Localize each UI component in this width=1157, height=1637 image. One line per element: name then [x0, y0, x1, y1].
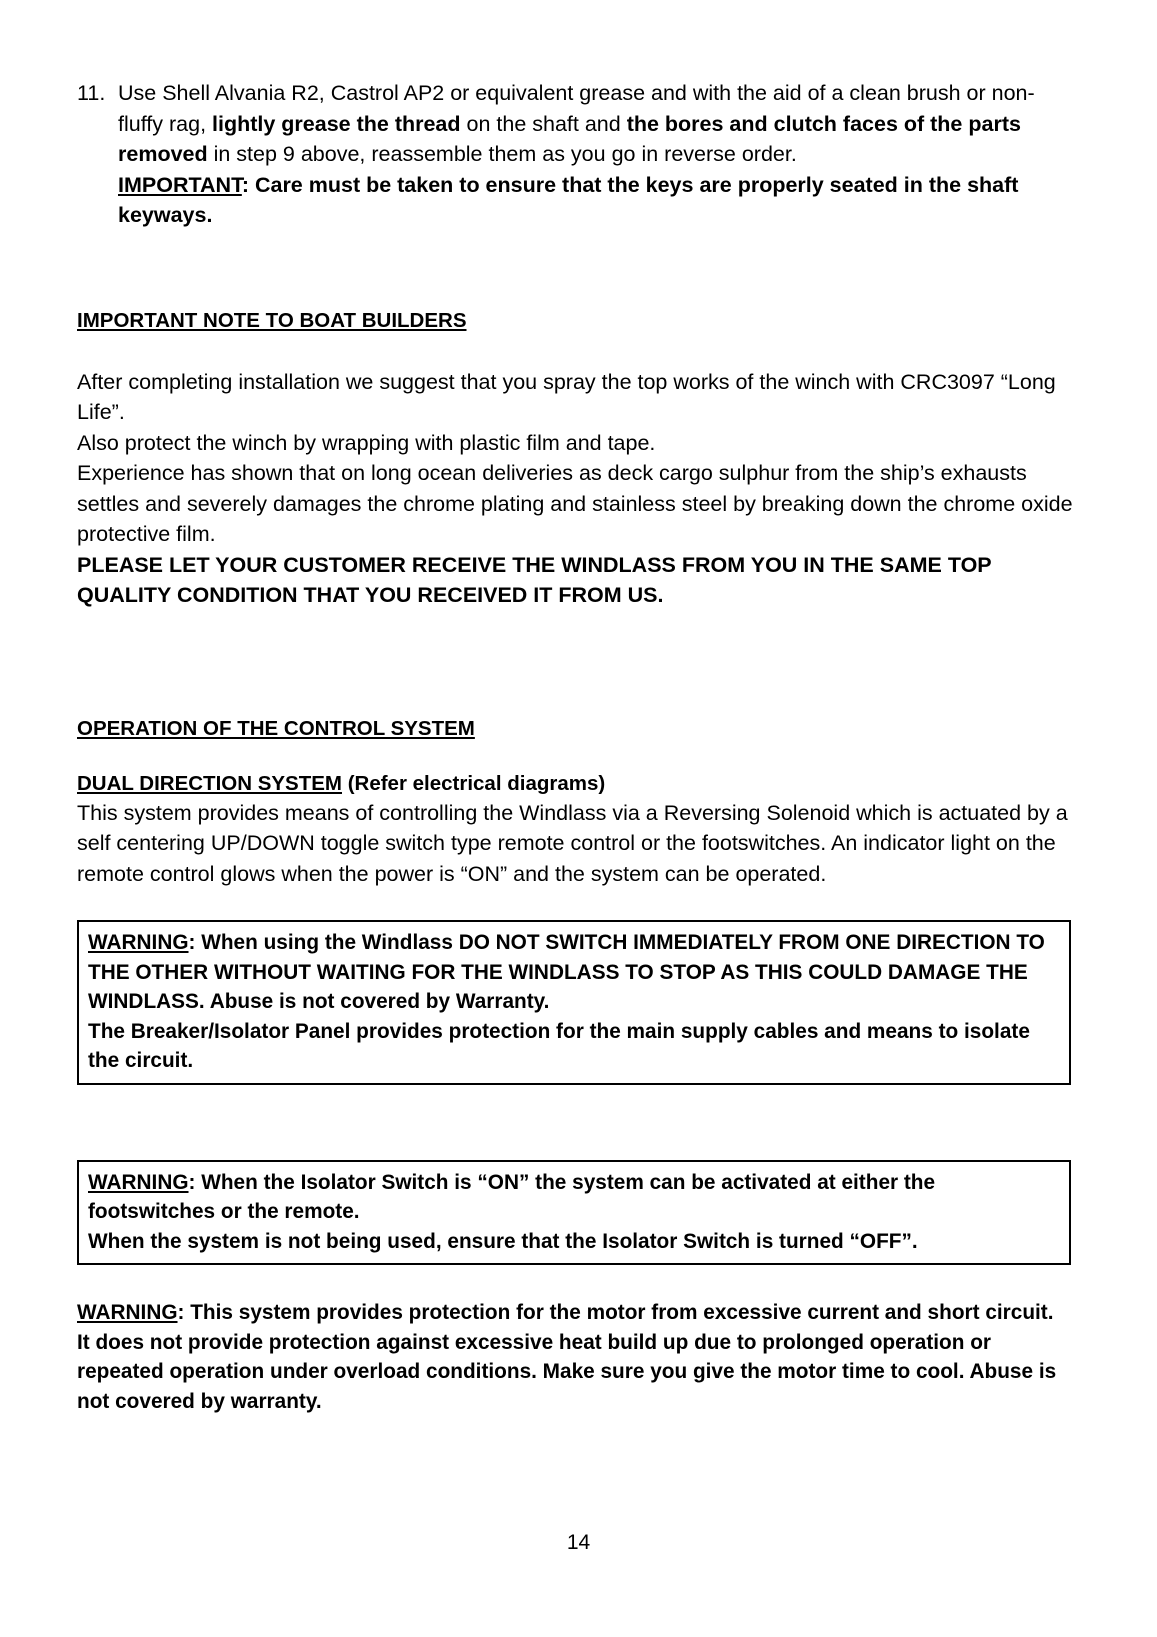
warning-1-paragraph-1 — [88, 928, 1061, 1017]
warning-motor-overheat — [77, 1298, 1071, 1416]
item11-segment-1: Use Shell Alvania R2, Castrol AP2 or equivalent grease and with the aid of a clean brush or non-fluffy rag, — [118, 81, 1035, 136]
list-item-body — [118, 78, 1077, 231]
heading-operation-of-the-control-system: OPERATION OF THE CONTROL SYSTEM — [77, 716, 475, 740]
warning-1-label: WARNING — [88, 931, 189, 954]
warning-2-paragraph-1 — [88, 1168, 1061, 1227]
warning-1-line-1: : When using the Windlass DO NOT SWITCH IMMEDIATELY FROM ONE DIRECTION TO THE OTHER WITHOUT WAITING FOR THE WINDLASS TO STOP AS THIS COULD DAMAGE THE WINDLASS. Abuse is not covered by Warranty. — [88, 931, 1045, 1013]
spacer-between-warning-1-and-2 — [77, 1085, 1077, 1160]
page-number: 14 — [566, 1531, 591, 1554]
warning-2-line-2: When the system is not being used, ensure that the Isolator Switch is turned “OFF”. — [88, 1229, 918, 1253]
item11-bold-parts-removed: the bores and clutch faces of the parts removed — [118, 111, 1021, 166]
paragraph-sulphur-damage: Experience has shown that on long ocean deliveries as deck cargo sulphur from the ship’s exhausts settles and severely damages the chrome plating and stainless steel by breaking down the chrome oxide protective film. — [77, 461, 1073, 546]
subheading-dual-direction-system: DUAL DIRECTION SYSTEM — [77, 771, 342, 795]
spacer-after-item11 — [77, 231, 1077, 307]
heading-row-control-system — [77, 715, 1077, 745]
warning-2-line-1: : When the Isolator Switch is “ON” the system can be activated at either the footswitches or the remote. — [88, 1170, 936, 1223]
spacer-before-warning-1 — [77, 889, 1077, 920]
list-item-number: 11. — [77, 81, 106, 105]
spacer-before-warning-3 — [77, 1265, 1077, 1298]
paragraph-dual-direction-description: This system provides means of controlling the Windlass via a Reversing Solenoid which is actuated by a self centering UP/DOWN toggle switch type remote control or the footswitches. An indicator light on the remote control glows when the power is “ON” and the system can be operated. — [77, 800, 1068, 886]
item11-important-body: : Care must be taken to ensure that the keys are properly seated in the shaft keyways. — [118, 172, 1019, 227]
warning-2-label: WARNING — [88, 1170, 189, 1194]
paragraph-plastic-film: Also protect the winch by wrapping with plastic film and tape. — [77, 430, 656, 455]
warning-3-line-1: : This system provides protection for the motor from excessive current and short circuit. It does not provide protection against excessive heat build up due to prolonged operation or repeated operation under overload conditions. Make sure you give the motor time to cool. Abuse is not covered by warranty. — [77, 1301, 1057, 1413]
item11-bold-grease-thread: lightly grease the thread — [212, 111, 461, 136]
item11-important-label: IMPORTANT — [118, 172, 242, 197]
paragraph-crc-spray: After completing installation we suggest that you spray the top works of the winch with CRC3097 “Long Life”. — [77, 369, 1056, 424]
subheading-row-dual-direction — [77, 769, 1077, 798]
spacer-before-control-system — [77, 611, 1077, 715]
spacer-after-boat-builders-heading — [77, 337, 1077, 367]
page-content — [77, 78, 1077, 1416]
item11-segment-3: on the shaft and — [460, 111, 627, 136]
warning-box-isolator-switch — [77, 1160, 1071, 1266]
subheading-refer-electrical-diagrams: (Refer electrical diagrams) — [342, 771, 606, 795]
warning-3-label: WARNING — [77, 1301, 178, 1324]
heading-row-boat-builders — [77, 307, 1077, 337]
warning-1-line-2: The Breaker/Isolator Panel provides protection for the main supply cables and means to isolate the circuit. — [88, 1019, 1030, 1072]
warning-box-switch-direction — [77, 920, 1071, 1085]
item11-segment-5: in step 9 above, reassemble them as you go in reverse order. — [207, 142, 797, 166]
heading-important-note-to-boat-builders: IMPORTANT NOTE TO BOAT BUILDERS — [77, 308, 467, 332]
spacer-after-control-system-heading — [77, 745, 1077, 769]
list-item-11 — [77, 78, 1077, 231]
paragraph-please-let-customer: PLEASE LET YOUR CUSTOMER RECEIVE THE WINDLASS FROM YOU IN THE SAME TOP QUALITY CONDITION THAT YOU RECEIVED IT FROM US. — [77, 552, 992, 607]
